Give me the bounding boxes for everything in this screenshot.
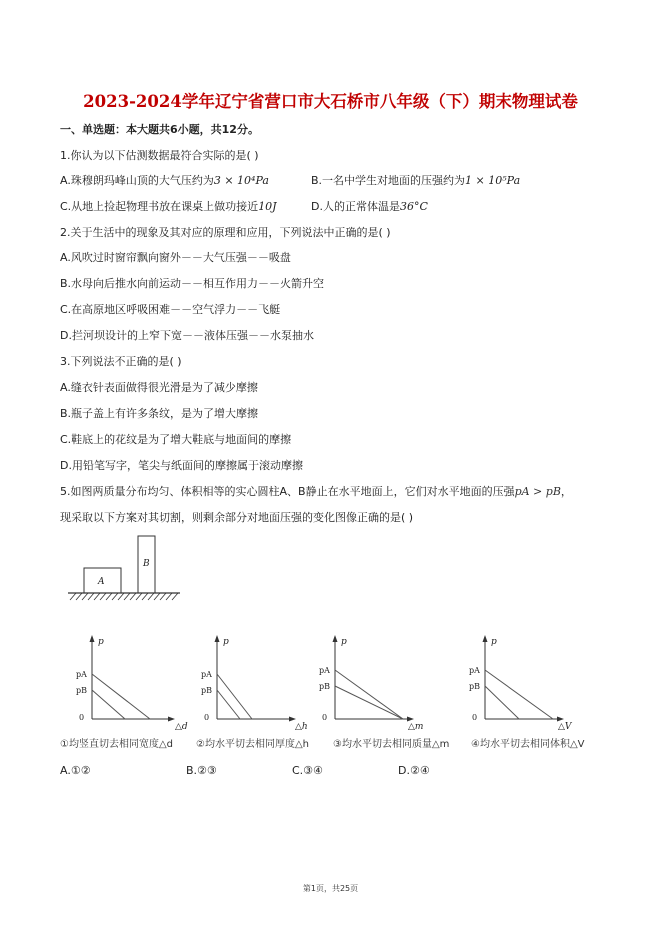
q2-option-d: D.拦河坝设计的上窄下宽－－液体压强－－水泵抽水: [60, 329, 314, 342]
pb-line: [335, 686, 403, 719]
pb-label: pB: [76, 686, 87, 695]
q3-option-b: B.瓶子盖上有许多条纹，是为了增大摩擦: [60, 407, 259, 420]
x-axis-arrow: [557, 717, 564, 722]
q5-stem-text: 5.如图两质量分布均匀、体积相等的实心圆柱A、B静止在水平地面上，它们对水平地面的压强: [60, 485, 515, 498]
question-2-stem: 2.关于生活中的现象及其对应的原理和应用，下列说法中正确的是( ): [60, 226, 391, 239]
pa-label: pA: [201, 670, 212, 679]
q3-option-a: A.缝衣针表面做得很光滑是为了减少摩擦: [60, 381, 258, 394]
q5-option-a: A.①②: [60, 764, 91, 777]
x-axis-arrow: [168, 717, 175, 722]
graph-3-caption: ③均水平切去相同质量△m: [333, 739, 450, 750]
ground-hatching: [70, 593, 178, 600]
p-label: p: [491, 637, 497, 647]
pa-line: [92, 674, 150, 719]
q1-option-d-value: 36°C: [399, 200, 428, 213]
q1-option-d: [311, 200, 428, 214]
pb-label: pB: [319, 682, 330, 691]
q5-stem-math: pA > pB: [514, 485, 561, 498]
graph-2: [195, 632, 320, 737]
q1-option-b: [311, 174, 520, 188]
page-footer: 第1页，共25页: [302, 884, 359, 893]
question-3-stem: 3.下列说法不正确的是( ): [60, 355, 182, 368]
origin-label: 0: [204, 713, 210, 722]
question-5-stem-line2: 现采取以下方案对其切割，则剩余部分对地面压强的变化图像正确的是( ): [60, 511, 414, 524]
p-label: p: [341, 637, 347, 647]
q1-option-c-text: C.从地上捡起物理书放在课桌上做功接近: [60, 200, 259, 213]
x-label: △h: [295, 722, 308, 732]
pa-line: [335, 670, 403, 719]
pb-line: [217, 690, 240, 719]
question-1-stem: 1.你认为以下估测数据最符合实际的是( ): [60, 149, 259, 162]
pa-label: pA: [319, 666, 330, 675]
cylinders-figure: [60, 530, 190, 605]
pb-label: pB: [469, 682, 480, 691]
q3-option-d: D.用铅笔写字，笔尖与纸面间的摩擦属于滚动摩擦: [60, 459, 303, 472]
q5-stem-end: ，: [560, 485, 572, 498]
q5-option-d: D.②④: [398, 764, 430, 777]
q1-option-c: [60, 200, 277, 214]
q1-option-d-text: D.人的正常体温是: [311, 200, 400, 213]
q1-option-b-text: B.一名中学生对地面的压强约为: [311, 174, 466, 187]
graph-4: [455, 632, 580, 737]
q1-option-a-text: A.珠穆朗玛峰山顶的大气压约为: [60, 174, 214, 187]
q5-option-b: B.②③: [186, 764, 217, 777]
q2-option-c: C.在高原地区呼吸困难－－空气浮力－－飞艇: [60, 303, 281, 316]
q1-option-a: [60, 174, 269, 188]
origin-label: 0: [79, 713, 85, 722]
origin-label: 0: [472, 713, 478, 722]
pa-line: [485, 670, 553, 719]
graph-1-caption: ①均竖直切去相同宽度△d: [60, 739, 174, 750]
x-label: △d: [175, 722, 188, 732]
q1-option-c-value: 10J: [258, 200, 277, 213]
q1-option-b-value: 1 × 10⁵Pa: [465, 174, 521, 187]
pa-label: pA: [469, 666, 480, 675]
p-axis-arrow: [483, 635, 488, 642]
p-label: p: [223, 637, 229, 647]
section-heading: 一、单选题：本大题共6小题，共12分。: [60, 123, 259, 136]
pa-label: pA: [76, 670, 87, 679]
q2-option-a: A.风吹过时窗帘飘向窗外－－大气压强－－吸盘: [60, 251, 291, 264]
x-axis-arrow: [289, 717, 296, 722]
q2-option-b: B.水母向后推水向前运动－－相互作用力－－火箭升空: [60, 277, 325, 290]
x-label: △m: [408, 722, 424, 732]
label-a: A: [98, 577, 105, 587]
p-axis-arrow: [215, 635, 220, 642]
pb-line: [92, 690, 125, 719]
graph-4-caption: ④均水平切去相同体积△V: [471, 739, 585, 750]
pb-label: pB: [201, 686, 212, 695]
x-label: △V: [558, 722, 572, 732]
p-axis-arrow: [333, 635, 338, 642]
p-axis-arrow: [90, 635, 95, 642]
q3-option-c: C.鞋底上的花纹是为了增大鞋底与地面间的摩擦: [60, 433, 292, 446]
graph-2-caption: ②均水平切去相同厚度△h: [196, 739, 309, 750]
question-5-stem-line1: [60, 485, 572, 499]
q5-option-c: C.③④: [292, 764, 323, 777]
page-title: 2023-2024学年辽宁省营口市大石桥市八年级（下）期末物理试卷: [83, 92, 578, 111]
label-b: B: [143, 559, 150, 569]
graph-1: [70, 632, 195, 737]
p-label: p: [98, 637, 104, 647]
graph-3: [305, 632, 430, 737]
origin-label: 0: [322, 713, 328, 722]
q1-option-a-value: 3 × 10⁴Pa: [213, 174, 269, 187]
x-axis-arrow: [407, 717, 414, 722]
